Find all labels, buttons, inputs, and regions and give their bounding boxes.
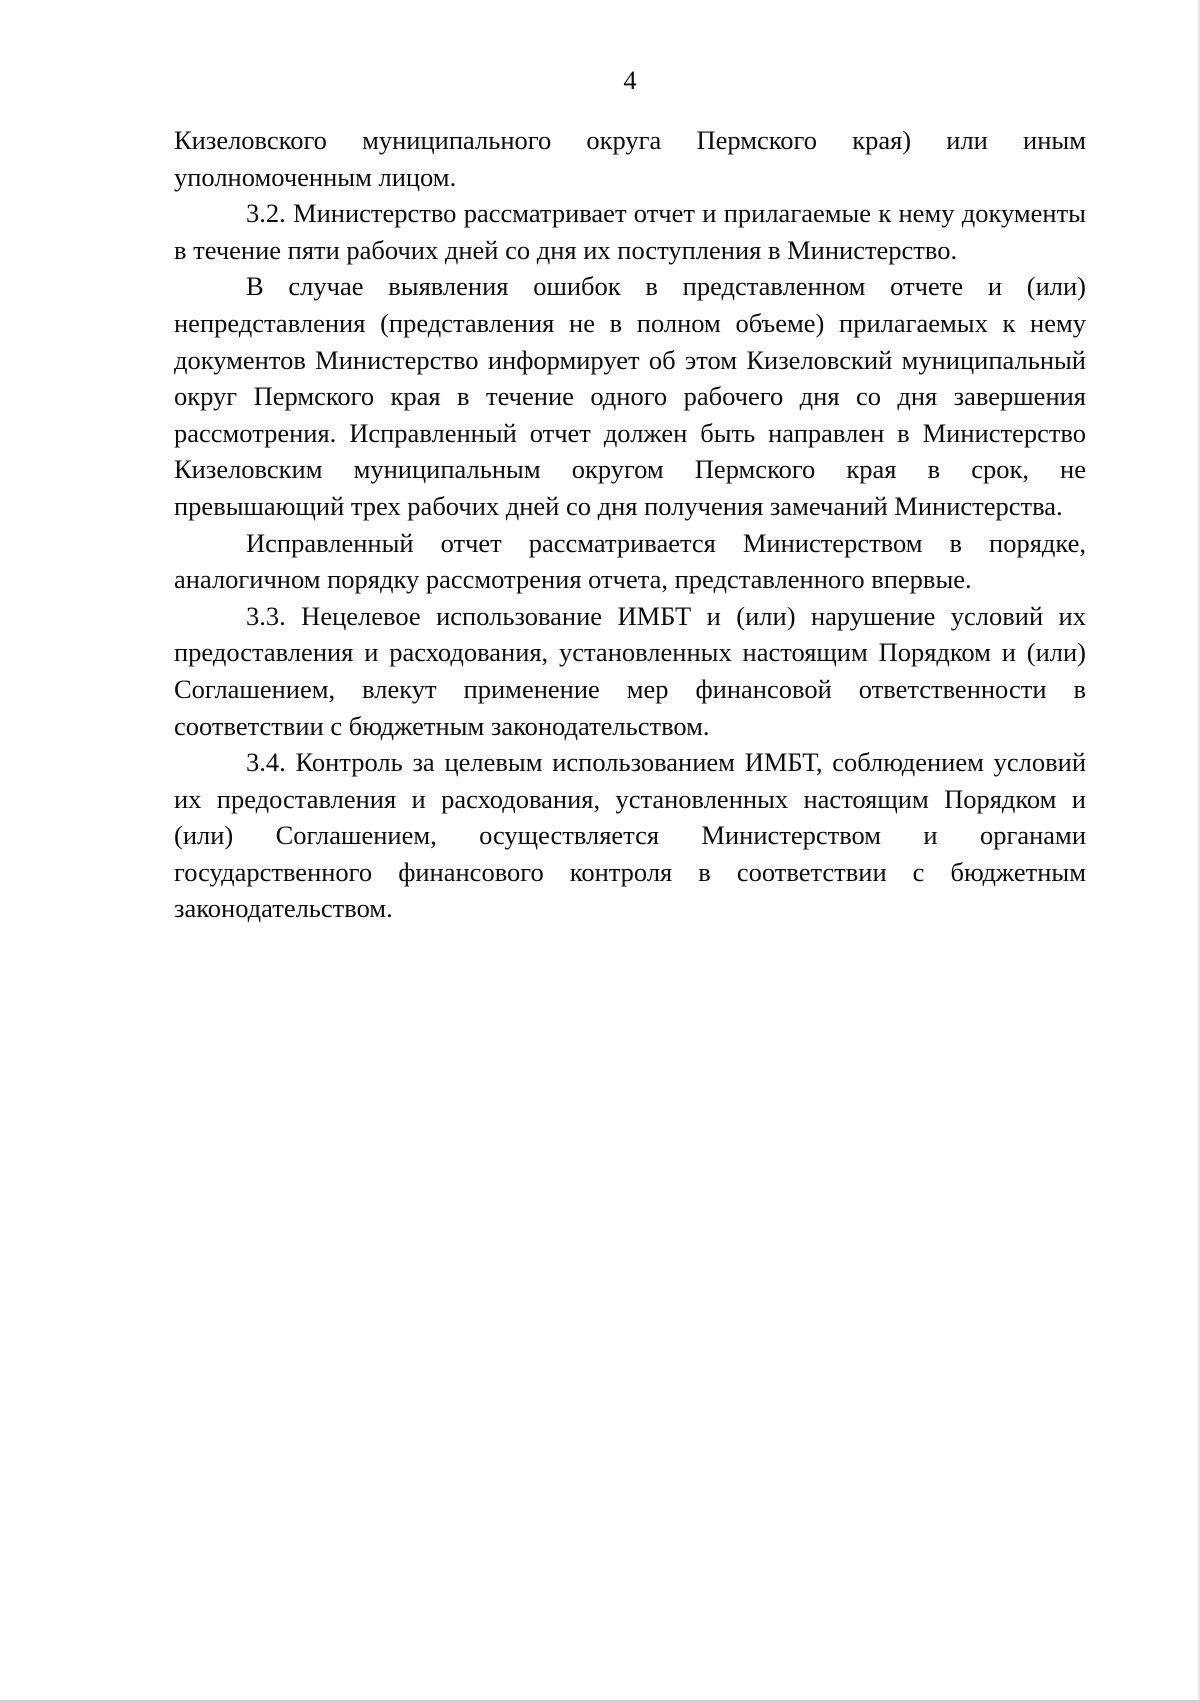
paragraph-error-handling: В случае выявления ошибок в представленном отчете и (или) непредставления (представления не в полном объеме) прилагаемых к нему документов Министерство информирует об этом Кизеловский муниципальный округ Пермского края в течение одного рабочего дня со дня завершения рассмотрения. Исправленный отчет должен быть направлен в Министерство Кизеловским муниципальным округом Пермского края в срок, не превышающий трех рабочих дней со дня получения замечаний Министерства. xyxy=(174,271,1086,521)
paragraph-continuation: Кизеловского муниципального округа Пермского края) или иным уполномоченным лицом. xyxy=(174,125,1086,192)
paragraph-3-3: 3.3. Нецелевое использование ИМБТ и (или) нарушение условий их предоставления и расходования, установленных настоящим Порядком и (или) Соглашением, влекут применение мер финансовой ответственности в соответствии с бюджетным законодательством. xyxy=(174,600,1086,741)
document-body xyxy=(174,122,1086,927)
paragraph-corrected-report: Исправленный отчет рассматривается Министерством в порядке, аналогичном порядку рассмотрения отчета, представленного впервые. xyxy=(174,527,1086,595)
page-number: 4 xyxy=(623,65,637,95)
paragraph-3-4: 3.4. Контроль за целевым использованием ИМБТ, соблюдением условий их предоставления и расходования, установленных настоящим Порядком и (или) Соглашением, осуществляется Министерством и органами государственного финансового контроля в соответствии с бюджетным законодательством. xyxy=(174,747,1086,924)
paragraph-3-2: 3.2. Министерство рассматривает отчет и прилагаемые к нему документы в течение пяти рабочих дней со дня их поступления в Министерство. xyxy=(174,198,1086,265)
